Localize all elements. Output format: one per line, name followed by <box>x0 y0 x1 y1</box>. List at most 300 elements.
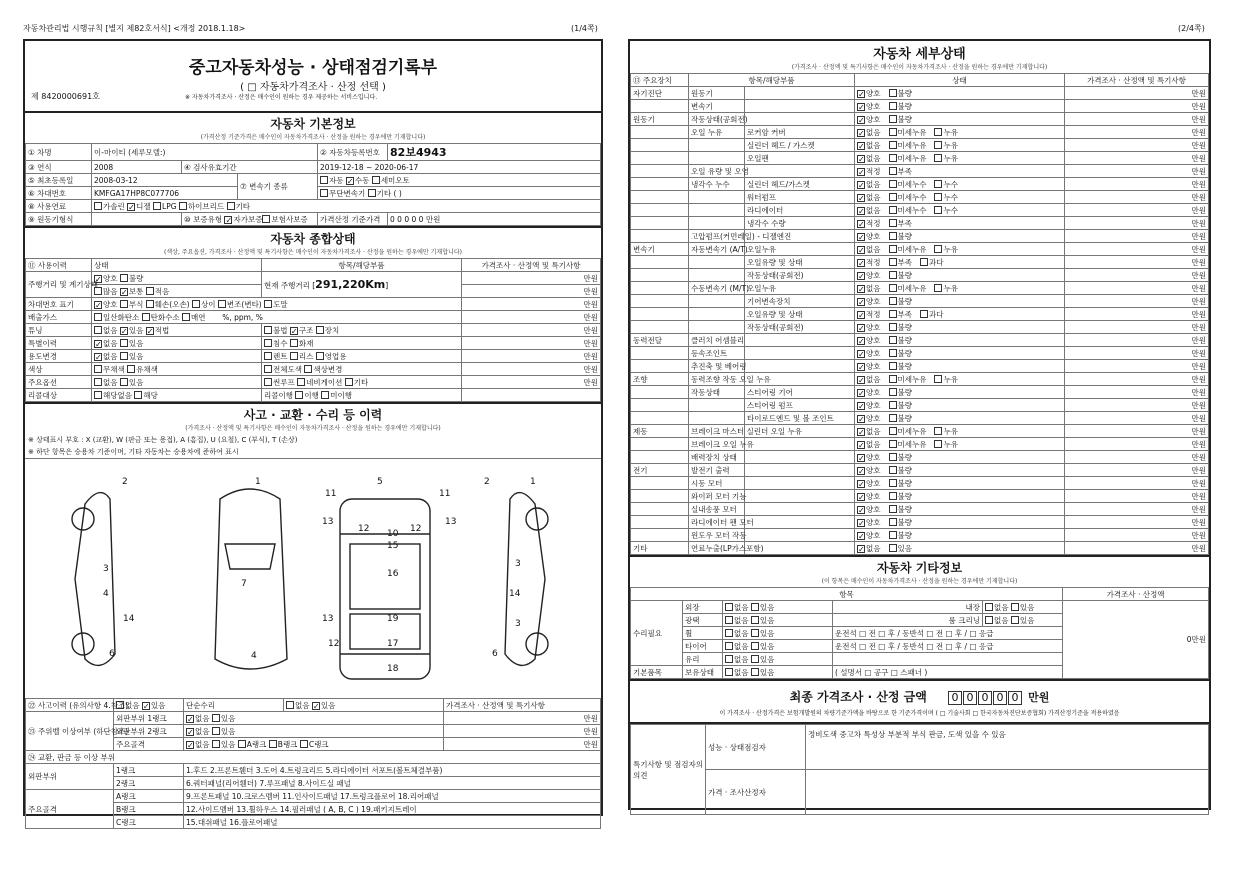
document-note: ※ 자동차가격조사 · 산정은 매수인이 원하는 경우 제공하는 서비스입니다. <box>185 94 378 101</box>
header-price: 가격조사 · 산정액 및 특기사항 <box>462 259 601 272</box>
state-option: 불량 <box>897 504 912 514</box>
opt: 무채색 <box>103 364 125 374</box>
label-frame: 주요골격 <box>114 738 184 751</box>
item-label <box>689 412 745 425</box>
state-option: 미세누유 <box>897 283 927 293</box>
special-options <box>92 337 262 350</box>
state-option: 불량 <box>897 452 912 462</box>
checkbox <box>934 245 942 253</box>
part-label: 기어변속장치 <box>745 295 855 308</box>
checkbox-checked <box>857 142 865 150</box>
mileage-level <box>92 285 262 298</box>
part-number-label: 12 <box>358 524 370 534</box>
item-label: 보유상태 <box>683 666 723 679</box>
device-label <box>631 256 689 269</box>
position-options: 운전석 □ 전 □ 후 / 동반석 □ 전 □ 후 / □ 응급 <box>833 627 1063 640</box>
checkbox-checked <box>346 177 354 185</box>
state-option: 누유 <box>943 374 958 384</box>
fuel-options <box>92 200 601 213</box>
price-unit: 만원 <box>1065 87 1209 100</box>
state-option: 양호 <box>866 348 881 358</box>
checkbox-checked <box>857 350 865 358</box>
state-option: 미세누수 <box>897 192 927 202</box>
opt: 없음 <box>734 615 749 625</box>
price-unit: 만원 <box>462 272 601 285</box>
checkbox <box>120 378 128 386</box>
opt: 침수 <box>273 338 288 348</box>
price-unit: 만원 <box>462 363 601 376</box>
label-accident-history: ㉒ 사고이력 (유의사항 4.참조) <box>26 699 114 712</box>
device-label <box>631 204 689 217</box>
general-state-title: 자동차 종합상태 <box>270 232 356 246</box>
state-option: 과다 <box>929 257 944 267</box>
checkbox-checked <box>857 376 865 384</box>
part-label <box>745 438 855 451</box>
rank-parts: 6.쿼터패널(리어휀더) 7.루프패널 8.사이드실 패널 <box>184 777 601 790</box>
part-number-label: 19 <box>387 614 399 624</box>
detail-row <box>631 412 1209 425</box>
opt: 미이행 <box>330 390 353 400</box>
state-option: 불량 <box>897 478 912 488</box>
label-basic-items: 기본품목 <box>631 666 683 679</box>
state-option: 없음 <box>866 244 881 254</box>
part-label: 오일유량 및 상태 <box>745 308 855 321</box>
detail-row <box>631 399 1209 412</box>
appraiser-opinion <box>806 770 1209 815</box>
state-option: 불량 <box>897 322 912 332</box>
part-number-label: 7 <box>241 579 247 589</box>
opt: 일산화탄소 <box>103 312 140 322</box>
fuel-hybrid: 하이브리드 <box>187 201 225 211</box>
opt: 있음 <box>759 628 775 638</box>
warranty-options <box>182 213 318 226</box>
header-state: 상태 <box>92 259 262 272</box>
etc-note: (이 항목은 매수인이 자동차가격조사 · 산정을 원하는 경우에만 기재합니다) <box>821 578 1018 585</box>
opt: 없음 <box>734 628 749 638</box>
checkbox <box>264 300 272 308</box>
label-major-parts: ㉓ 주위벨 이상여부 (하단참조) <box>26 712 114 751</box>
state-option: 불량 <box>897 491 912 501</box>
opt: 없음 <box>734 602 749 612</box>
checkbox <box>345 378 353 386</box>
price-unit: 만원 <box>462 311 601 324</box>
car-name: 이-마이티 (세루모델:) <box>92 144 318 161</box>
label-appraiser: 가격 · 조사산정자 <box>706 770 806 815</box>
checkbox-checked <box>94 275 102 283</box>
label-motor: ⑨ 원동기형식 <box>26 213 92 226</box>
header-price: 가격조사 · 산정액 및 특기사항 <box>1065 74 1209 87</box>
state-option: 불량 <box>897 361 912 371</box>
opt: 없음 <box>195 726 210 736</box>
state-option: 과다 <box>929 309 944 319</box>
item-label <box>689 152 745 165</box>
item-label: 추진축 및 베어링 <box>689 360 745 373</box>
item-label: 고압펌프(커먼레일) - 디젤엔진 <box>689 230 745 243</box>
checkbox <box>889 323 897 331</box>
accident-note: (가격조사 · 산정액 및 특기사항은 매수인이 자동차가격조사 · 산정을 원하는 경우에만 기재합니다) <box>185 425 441 432</box>
price-unit: 만원 <box>1065 191 1209 204</box>
item-label <box>689 321 745 334</box>
opt: 있음 <box>759 615 775 625</box>
checkbox-checked <box>120 327 128 335</box>
detail-row <box>631 503 1209 516</box>
device-label <box>631 503 689 516</box>
item-label: 발전기 출력 <box>689 464 745 477</box>
device-label: 자기진단 <box>631 87 689 100</box>
part-label <box>745 165 855 178</box>
item-label: 시동 모터 <box>689 477 745 490</box>
price-digit: 0 <box>1008 691 1022 705</box>
label-car-name: ① 차명 <box>26 144 92 161</box>
motor-type <box>92 213 182 226</box>
checkbox <box>889 89 897 97</box>
accident-options <box>114 699 184 712</box>
rank1-options <box>184 712 444 725</box>
label-transmission: ⑦ 변속기 종류 <box>238 174 318 200</box>
item-label <box>689 399 745 412</box>
opt: 렌트 <box>273 351 288 361</box>
state-options <box>855 282 1065 295</box>
part-label: 스티어링 기어 <box>745 386 855 399</box>
checkbox <box>94 365 102 373</box>
checkbox <box>368 189 376 197</box>
opt: 영업용 <box>324 351 347 361</box>
detail-row <box>631 386 1209 399</box>
checkbox <box>889 271 897 279</box>
odometer-bracket: ] <box>385 281 389 290</box>
base-price <box>388 213 601 226</box>
checkbox <box>751 603 759 611</box>
checkbox <box>320 189 328 197</box>
basic-info-section <box>25 111 601 226</box>
trans-opt-etc: 기타 ( ) <box>376 188 402 198</box>
part-number-label: 3 <box>103 564 109 574</box>
state-options <box>855 87 1065 100</box>
accident-title: 사고 · 교환 · 수리 등 이력 <box>243 408 383 422</box>
checkbox <box>120 339 128 347</box>
detail-row <box>631 542 1209 555</box>
general-state-section <box>25 226 601 402</box>
item-label: 클러치 어셈블리 <box>689 334 745 347</box>
base-price-digits: 0 0 0 0 0 <box>390 214 424 224</box>
checkbox <box>238 740 246 748</box>
part-number-label: 13 <box>445 517 457 527</box>
usage-options <box>92 350 262 363</box>
vin-mark-options <box>92 298 462 311</box>
price-unit: 만원 <box>1065 139 1209 152</box>
opt: 상이 <box>201 299 216 309</box>
device-label: 변속기 <box>631 243 689 256</box>
checkbox-checked <box>857 363 865 371</box>
checkbox <box>934 141 942 149</box>
opt: 없음 <box>734 641 749 651</box>
detail-row <box>631 139 1209 152</box>
part-number-label: 4 <box>103 589 109 599</box>
document-header <box>25 41 601 111</box>
trans-opt-manual: 수동 <box>354 175 370 185</box>
checkbox <box>934 427 942 435</box>
opt: 매연 <box>191 312 206 322</box>
checkbox-checked <box>857 467 865 475</box>
checkbox-checked <box>857 259 865 267</box>
price-unit: 만원 <box>1065 529 1209 542</box>
item-label <box>689 217 745 230</box>
model-year: 2008 <box>92 161 182 174</box>
trans-opt-semi: 세미오토 <box>380 175 410 185</box>
state-options <box>855 243 1065 256</box>
state-option: 불량 <box>897 88 912 98</box>
label-special-history: 특별이력 <box>26 337 92 350</box>
price-unit: 만원 <box>1065 360 1209 373</box>
checkbox <box>120 300 128 308</box>
checkbox <box>725 642 733 650</box>
state-options <box>855 269 1065 282</box>
checkbox-checked <box>857 168 865 176</box>
part-label: 로커암 커버 <box>745 126 855 139</box>
item-label: 휠 <box>683 627 723 640</box>
checkbox-checked <box>857 415 865 423</box>
special-detail <box>262 337 462 350</box>
detail-row <box>631 191 1209 204</box>
detail-row <box>631 451 1209 464</box>
item-options <box>723 653 833 666</box>
checkbox-checked <box>857 454 865 462</box>
checkbox <box>321 391 329 399</box>
device-label <box>631 477 689 490</box>
part-label <box>745 529 855 542</box>
state-options <box>855 295 1065 308</box>
part-number-label: 1 <box>530 477 536 487</box>
state-options <box>855 347 1065 360</box>
opt: 없음 <box>125 700 140 710</box>
checkbox-checked <box>94 301 102 309</box>
price-unit: 만원 <box>1065 204 1209 217</box>
detail-row <box>631 516 1209 529</box>
checkbox <box>290 352 298 360</box>
state-option: 양호 <box>866 400 881 410</box>
device-label: 전기 <box>631 464 689 477</box>
checkbox <box>227 202 235 210</box>
part-number-label: 5 <box>377 477 383 487</box>
opt: 없음 <box>103 351 118 361</box>
item-label: 내장 <box>833 601 983 614</box>
state-option: 없음 <box>866 127 881 137</box>
checkbox <box>146 287 154 295</box>
basic-info-table <box>25 143 601 226</box>
checkbox <box>889 167 897 175</box>
item-label: 등속조인트 <box>689 347 745 360</box>
detail-row <box>631 165 1209 178</box>
opt: 해당 <box>143 390 158 400</box>
state-option: 양호 <box>866 452 881 462</box>
state-options <box>855 321 1065 334</box>
device-label <box>631 529 689 542</box>
checkbox-checked <box>857 428 865 436</box>
label-repair-needed: 수리필요 <box>631 601 683 666</box>
item-label <box>689 139 745 152</box>
item-options <box>723 601 833 614</box>
detail-row <box>631 178 1209 191</box>
checkbox-checked <box>142 702 150 710</box>
state-options <box>855 256 1065 269</box>
checkbox <box>889 505 897 513</box>
label-swap-parts: ㉔ 교환, 판금 등 이상 부위 <box>26 751 601 764</box>
state-option: 미세누유 <box>897 127 927 137</box>
checkbox <box>142 313 150 321</box>
checkbox <box>889 531 897 539</box>
checkbox-checked <box>857 337 865 345</box>
part-number-label: 3 <box>515 619 521 629</box>
state-option: 적정 <box>866 309 881 319</box>
label-odometer: 주행거리 및 계기상태 <box>26 272 92 298</box>
final-price-section <box>630 679 1209 722</box>
price-unit: 만원 <box>1065 321 1209 334</box>
opt: 네비게이션 <box>306 377 343 387</box>
checkbox <box>153 202 161 210</box>
state-option: 부족 <box>897 257 912 267</box>
state-option: 양호 <box>866 361 881 371</box>
rank-parts: 9.프론트패널 10.크로스멤버 11.인사이드패널 17.트렁크플로어 18.리어패널 <box>184 790 601 803</box>
part-label <box>745 464 855 477</box>
state-options <box>855 477 1065 490</box>
checkbox <box>146 300 154 308</box>
opt: 기타 <box>353 377 369 387</box>
label-inspector: 성능 · 상태점검자 <box>706 725 806 770</box>
state-option: 미세누유 <box>897 244 927 254</box>
checkbox <box>889 388 897 396</box>
part-label <box>745 490 855 503</box>
item-label: 브레이크 오일 누유 <box>689 438 745 451</box>
opt: A랭크 <box>246 739 267 749</box>
fuel-etc: 기타 <box>235 201 251 211</box>
opt: 없음 <box>103 377 118 387</box>
state-option: 없음 <box>866 426 881 436</box>
checkbox <box>264 339 272 347</box>
state-options <box>855 139 1065 152</box>
checkbox-checked <box>857 194 865 202</box>
item-label: 룸 크리닝 <box>833 614 983 627</box>
device-label <box>631 269 689 282</box>
device-label <box>631 282 689 295</box>
part-number-label: 6 <box>109 649 115 659</box>
state-option: 양호 <box>866 413 881 423</box>
document-subtitle: ( □ 자동차가격조사 · 산정 선택 ) <box>240 82 386 93</box>
checkbox-checked <box>127 203 135 211</box>
state-option: 누유 <box>943 283 958 293</box>
state-options <box>855 464 1065 477</box>
checkbox-checked <box>290 327 298 335</box>
device-label: 동력전달 <box>631 334 689 347</box>
state-options <box>855 490 1065 503</box>
checkbox <box>300 740 308 748</box>
accident-legend-2: ※ 하단 항목은 승용차 기준이며, 기타 자동차는 승용차에 준하여 표시 <box>28 448 239 456</box>
checkbox <box>889 427 897 435</box>
device-label <box>631 165 689 178</box>
label-frame-parts: 주요골격 <box>26 790 114 829</box>
device-label: 원동기 <box>631 113 689 126</box>
state-options <box>855 399 1065 412</box>
detail-row <box>631 113 1209 126</box>
rank-parts: 12.사이드멤버 13.휠하우스 14.필러패널 ( A, B, C ) 19.패키지트레이 <box>184 803 601 816</box>
part-label: 타이로드엔드 및 볼 조인트 <box>745 412 855 425</box>
basic-info-note: (가격산정 기준가격은 매수인이 자동차가격조사 · 산정을 원하는 경우에만 기재합니다) <box>200 134 426 141</box>
base-price-unit: 만원 <box>425 214 441 224</box>
checkbox <box>934 375 942 383</box>
state-options <box>855 412 1065 425</box>
checkbox <box>889 440 897 448</box>
state-options <box>855 178 1065 191</box>
state-option: 없음 <box>866 140 881 150</box>
state-option: 없음 <box>866 439 881 449</box>
rank-label: 2랭크 <box>114 777 184 790</box>
checkbox <box>889 401 897 409</box>
opt: 장치 <box>324 325 340 335</box>
checkbox <box>116 701 124 709</box>
opt-few: 적음 <box>154 286 170 296</box>
opt-many: 많음 <box>103 286 118 296</box>
detail-row <box>631 347 1209 360</box>
part-label: 워터펌프 <box>745 191 855 204</box>
checkbox-checked <box>857 90 865 98</box>
vin: KMFGA17HP8C077706 <box>92 187 238 200</box>
state-option: 불량 <box>897 231 912 241</box>
part-label <box>745 503 855 516</box>
state-options <box>855 204 1065 217</box>
opt-normal: 보통 <box>128 286 144 296</box>
opt: 없음 <box>734 654 749 664</box>
device-label <box>631 295 689 308</box>
checkbox <box>212 740 220 748</box>
opt: 화재 <box>298 338 314 348</box>
price-unit: 만원 <box>444 738 601 751</box>
part-label: 냉각수 수량 <box>745 217 855 230</box>
checkbox-checked <box>857 181 865 189</box>
part-label <box>745 477 855 490</box>
detail-title: 자동차 세부상태 <box>873 47 966 62</box>
general-state-table <box>25 258 601 402</box>
option-detail <box>262 376 462 389</box>
state-option: 미세누유 <box>897 439 927 449</box>
part-label <box>745 334 855 347</box>
checkbox-checked <box>857 285 865 293</box>
state-option: 없음 <box>866 192 881 202</box>
checkbox <box>920 310 928 318</box>
page-number-2: (2/4쪽) <box>1178 24 1205 33</box>
label-emission: 배출가스 <box>26 311 92 324</box>
opt: 유채색 <box>136 364 158 374</box>
detail-row <box>631 334 1209 347</box>
state-option: 미세누유 <box>897 374 927 384</box>
checkbox-checked <box>857 532 865 540</box>
checkbox <box>286 701 294 709</box>
rank-label: A랭크 <box>114 790 184 803</box>
opt: 있음 <box>320 700 336 710</box>
checkbox <box>889 180 897 188</box>
transmission-options-2 <box>318 187 601 200</box>
header-price: 가격조사 · 산정액 및 특기사항 <box>444 699 601 712</box>
opt: 있음 <box>759 654 775 664</box>
part-number-label: 4 <box>251 651 257 661</box>
detail-row <box>631 438 1209 451</box>
checkbox <box>751 642 759 650</box>
state-option: 양호 <box>866 465 881 475</box>
rank-parts: 1.후드 2.프론트휀더 3.도어 4.트렁크리드 5.라디에이터 서포트(볼트체결부품) <box>184 764 601 777</box>
checkbox <box>1011 603 1019 611</box>
price-unit: 만원 <box>1065 113 1209 126</box>
state-option: 누수 <box>943 192 958 202</box>
label-usage-change: 용도변경 <box>26 350 92 363</box>
checkbox <box>889 297 897 305</box>
